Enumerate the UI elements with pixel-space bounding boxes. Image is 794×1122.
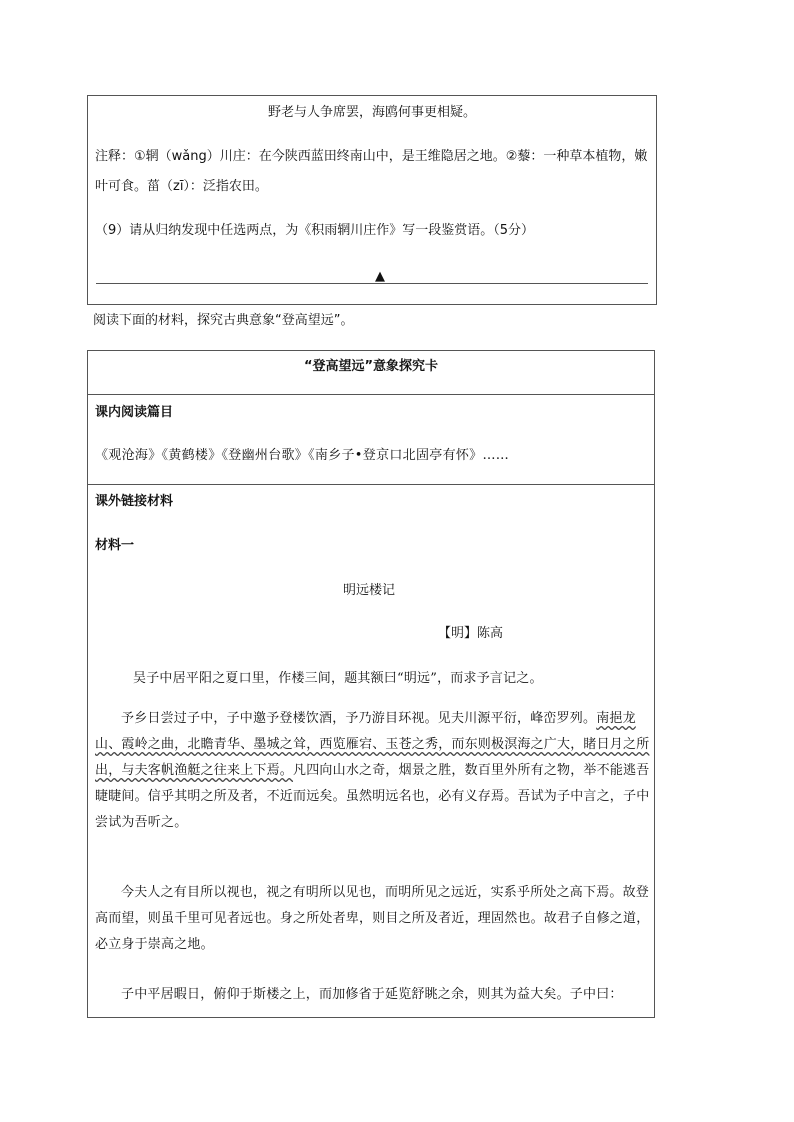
section1-heading: 课内阅读篇目: [95, 405, 174, 420]
poem-line: 野老与人争席罢，海鸥何事更相疑。: [267, 105, 476, 120]
paragraph-4: [95, 982, 651, 1008]
article-title: 明远楼记: [343, 583, 396, 598]
section1-reading-list: 《观沧海》《黄鹤楼》《登幽州台歌》《南乡子•登京口北固亭有怀》……: [95, 448, 510, 463]
paragraph-2-text-c: 凡四向山水之奇，烟景之胜，数百里外所有之物，举不能逃吾睫睫间。信乎其明之所及者，不近而远矣。虽然明远名也，必有义存焉。吾试为子中言之，子中尝试为吾听之。: [95, 763, 650, 830]
annotation-line-2: 叶可食。菑（zī）：泛指农田。: [95, 179, 268, 194]
card-title: “登高望远”意象探究卡: [303, 359, 439, 374]
section-divider: [87, 484, 655, 485]
paragraph-2-underlined: 南挹龙山、霞岭之曲，北瞻青华、墨城之耸，西览雁宕、玉苍之秀，而东则极溟海之广大，睹日月之所出，与夫客帆渔艇之往来上下焉。: [95, 711, 650, 778]
answer-line: [96, 283, 648, 284]
intro-line: 阅读下面的材料，探究古典意象“登高望远”。: [93, 313, 354, 328]
paragraph-2-text-a: 予乡日尝过子中，子中邀予登楼饮酒，予乃游目环视。见夫川源平衍，峰峦罗列。: [121, 711, 597, 726]
question-9: （9）请从归纳发现中任选两点，为《积雨辋川庄作》写一段鉴赏语。（5分）: [95, 223, 535, 238]
poem-question-box: [87, 95, 657, 305]
answer-marker: ▲: [375, 269, 385, 284]
paragraph-2: [95, 706, 651, 836]
card-title-divider: [87, 394, 655, 395]
annotation-line-1: 注释：①辋（wǎng）川庄：在今陕西蓝田终南山中，是王维隐居之地。②藜：一种草本植物，嫩: [95, 149, 648, 164]
paragraph-3: [95, 880, 651, 958]
paragraph-1: [107, 666, 647, 692]
article-author: 【明】陈高: [438, 626, 504, 641]
paragraph-1-text: 吴子中居平阳之夏口里，作楼三间，题其额曰“明远”，而求予言记之。: [133, 671, 543, 686]
paragraph-3-text: 今夫人之有目所以视也，视之有明所以见也，而明所见之远近，实系乎所处之高下焉。故登高而望，则虽千里可见者远也。身之所处者卑，则目之所及者近，理固然也。故君子自修之道，必立身于崇高之地。: [95, 885, 650, 952]
section2-heading: 课外链接材料: [95, 494, 174, 509]
material-label: 材料一: [95, 538, 135, 553]
paragraph-4-text: 子中平居暇日，俯仰于斯楼之上，而加修省于延览舒眺之余，则其为益大矣。子中曰：: [121, 987, 623, 1002]
